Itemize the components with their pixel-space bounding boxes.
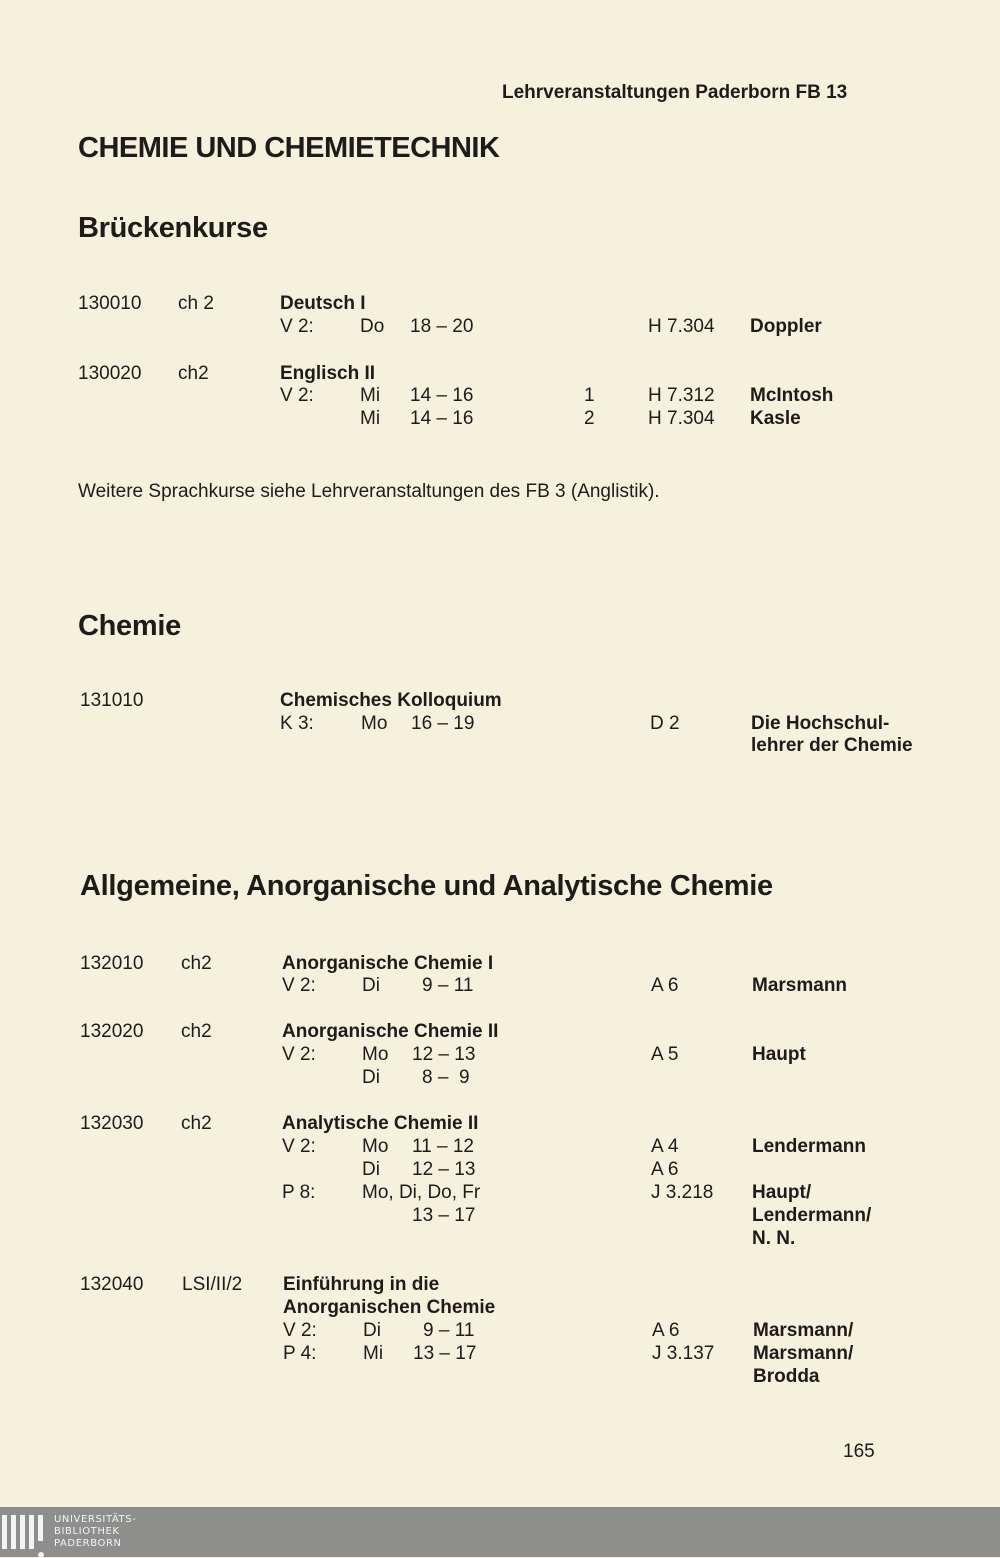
session-time: 16 – 19 bbox=[411, 713, 475, 734]
session-day: Mi bbox=[363, 1343, 384, 1364]
session-time: 13 – 17 bbox=[413, 1343, 477, 1364]
session-type: P 4: bbox=[283, 1343, 317, 1364]
session-room: H 7.304 bbox=[648, 408, 715, 429]
session-type: P 8: bbox=[282, 1182, 316, 1203]
session-day: Di bbox=[362, 1159, 380, 1180]
session-type: V 2: bbox=[282, 975, 316, 996]
session-day: Di bbox=[362, 1067, 380, 1088]
session-lecturer: Doppler bbox=[750, 316, 822, 337]
session-day: Mo, Di, Do, Fr bbox=[362, 1182, 481, 1203]
library-footer bbox=[0, 1507, 1000, 1557]
course-code: ch2 bbox=[181, 1113, 212, 1134]
section-heading-chemie: Chemie bbox=[78, 610, 181, 642]
session-lecturer-line: Brodda bbox=[753, 1366, 820, 1387]
session-lecturer-line: lehrer der Chemie bbox=[751, 735, 913, 756]
course-title: Anorganische Chemie II bbox=[282, 1021, 499, 1042]
session-lecturer-line: N. N. bbox=[752, 1228, 796, 1249]
session-time: 9 – 11 bbox=[423, 1320, 475, 1341]
course-number: 131010 bbox=[80, 690, 144, 711]
session-room: A 6 bbox=[652, 1320, 680, 1341]
session-time: 13 – 17 bbox=[412, 1205, 476, 1226]
course-code: ch2 bbox=[181, 953, 212, 974]
course-number: 132040 bbox=[80, 1274, 144, 1295]
section-heading-allgemeine: Allgemeine, Anorganische und Analytische Chemie bbox=[80, 870, 773, 902]
session-type: V 2: bbox=[283, 1320, 317, 1341]
session-group: 2 bbox=[584, 408, 595, 429]
session-room: H 7.312 bbox=[648, 385, 715, 406]
session-time: 18 – 20 bbox=[410, 316, 474, 337]
session-day: Di bbox=[362, 975, 380, 996]
course-title: Chemisches Kolloquium bbox=[280, 690, 502, 711]
session-room: A 4 bbox=[651, 1136, 679, 1157]
session-room: J 3.137 bbox=[652, 1343, 715, 1364]
course-title-line: Einführung in die bbox=[283, 1274, 440, 1295]
session-day: Mi bbox=[360, 408, 381, 429]
session-time: 8 – 9 bbox=[422, 1067, 470, 1088]
logo-line: UNIVERSITÄTS- bbox=[54, 1514, 137, 1525]
session-lecturer-line: Lendermann/ bbox=[752, 1205, 872, 1226]
session-type: K 3: bbox=[280, 713, 314, 734]
course-number: 132020 bbox=[80, 1021, 144, 1042]
session-time: 11 – 12 bbox=[412, 1136, 474, 1157]
session-lecturer: Haupt bbox=[752, 1044, 806, 1065]
session-time: 9 – 11 bbox=[422, 975, 474, 996]
session-day: Mo bbox=[361, 713, 388, 734]
session-lecturer: McIntosh bbox=[750, 385, 834, 406]
session-time: 12 – 13 bbox=[412, 1159, 476, 1180]
course-number: 132030 bbox=[80, 1113, 144, 1134]
session-room: H 7.304 bbox=[648, 316, 715, 337]
session-room: A 5 bbox=[651, 1044, 679, 1065]
course-title: Deutsch I bbox=[280, 293, 366, 314]
session-day: Mi bbox=[360, 385, 381, 406]
course-code: ch2 bbox=[178, 363, 209, 384]
session-room: J 3.218 bbox=[651, 1182, 714, 1203]
session-time: 12 – 13 bbox=[412, 1044, 476, 1065]
session-room: D 2 bbox=[650, 713, 680, 734]
session-lecturer: Kasle bbox=[750, 408, 801, 429]
session-lecturer: Marsmann/ bbox=[753, 1320, 854, 1341]
session-room: A 6 bbox=[651, 975, 679, 996]
note-language-courses: Weitere Sprachkurse siehe Lehrveranstaltungen des FB 3 (Anglistik). bbox=[78, 481, 660, 502]
course-title: Anorganische Chemie I bbox=[282, 953, 494, 974]
session-lecturer: Marsmann bbox=[752, 975, 848, 996]
session-room: A 6 bbox=[651, 1159, 679, 1180]
logo-line: BIBLIOTHEK bbox=[54, 1526, 120, 1537]
session-day: Mo bbox=[362, 1136, 389, 1157]
course-code: LSI/II/2 bbox=[182, 1274, 243, 1295]
logo-line: PADERBORN bbox=[54, 1538, 122, 1549]
library-logo-text bbox=[54, 1514, 136, 1550]
session-day: Mo bbox=[362, 1044, 389, 1065]
course-title: Analytische Chemie II bbox=[282, 1113, 479, 1134]
session-lecturer: Lendermann bbox=[752, 1136, 867, 1157]
session-lecturer-line: Haupt/ bbox=[752, 1182, 812, 1203]
library-logo-icon bbox=[2, 1515, 46, 1557]
session-group: 1 bbox=[584, 385, 595, 406]
running-head: Lehrveranstaltungen Paderborn FB 13 bbox=[502, 82, 848, 103]
session-type: V 2: bbox=[280, 316, 314, 337]
page-title: CHEMIE UND CHEMIETECHNIK bbox=[78, 132, 500, 164]
session-time: 14 – 16 bbox=[410, 408, 474, 429]
course-title: Englisch II bbox=[280, 363, 376, 384]
course-code: ch2 bbox=[181, 1021, 212, 1042]
course-number: 130010 bbox=[78, 293, 142, 314]
session-lecturer-line: Marsmann/ bbox=[753, 1343, 854, 1364]
session-type: V 2: bbox=[282, 1044, 316, 1065]
session-day: Do bbox=[360, 316, 385, 337]
course-title-line: Anorganischen Chemie bbox=[283, 1297, 496, 1318]
session-type: V 2: bbox=[280, 385, 314, 406]
session-type: V 2: bbox=[282, 1136, 316, 1157]
section-heading-brueckenkurse: Brückenkurse bbox=[78, 212, 268, 244]
session-lecturer-line: Die Hochschul- bbox=[751, 713, 890, 734]
course-code: ch 2 bbox=[178, 293, 214, 314]
session-day: Di bbox=[363, 1320, 381, 1341]
page-number: 165 bbox=[843, 1441, 875, 1462]
course-number: 132010 bbox=[80, 953, 144, 974]
course-number: 130020 bbox=[78, 363, 142, 384]
session-time: 14 – 16 bbox=[410, 385, 474, 406]
